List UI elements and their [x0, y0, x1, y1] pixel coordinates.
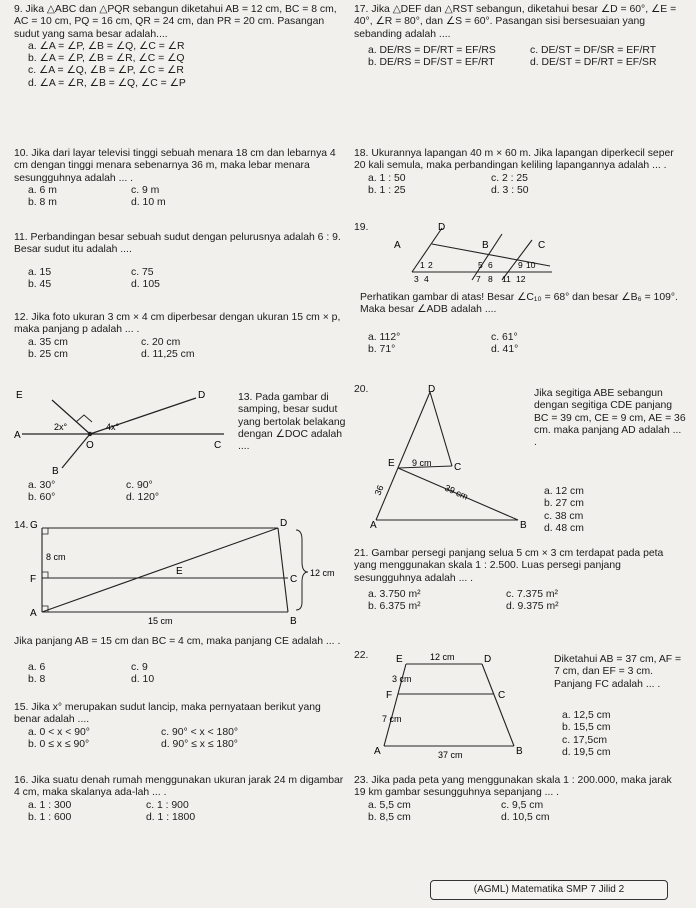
right-angle-mark: [42, 572, 48, 578]
angle-6: 6: [488, 260, 493, 270]
label-d: D: [280, 518, 288, 529]
length-12cm: 12 cm: [430, 652, 455, 662]
question-number: 22.: [354, 650, 369, 661]
label-a: A: [30, 608, 37, 619]
length-37cm: 37 cm: [438, 750, 463, 760]
angle-7: 7: [476, 274, 481, 284]
question-stem: 11. Perbandingan besar sebuah sudut dengan pelurusnya adalah 6 : 9. Besar sudut itu adalah ....: [14, 232, 341, 256]
option-d: d. 120°: [126, 492, 160, 504]
question-stem: 13. Pada gambar di samping, besar sudut yang bertolak belakang dengan ∠DOC adalah ....: [238, 392, 346, 453]
option-c: c. 9,5 cm: [501, 799, 544, 811]
option-b: b. 1 : 25: [368, 184, 406, 196]
option-a: a. 30°: [28, 480, 56, 491]
option-d: d. 19,5 cm: [562, 746, 611, 758]
length-9cm: 9 cm: [412, 458, 432, 468]
option-d: d. DE/ST = DF/RT = EF/SR: [530, 57, 657, 69]
option-a: a. 6 m: [28, 184, 57, 196]
trapezoid-figure: [368, 650, 534, 770]
option-b: b. 25 cm: [28, 348, 68, 360]
question-23: [354, 775, 686, 824]
question-17: [354, 4, 686, 69]
label-d: D: [428, 384, 436, 395]
length-15cm: 15 cm: [148, 616, 173, 626]
option-c: c. DE/ST = DF/SR = EF/RT: [530, 44, 657, 56]
label-c: C: [290, 574, 298, 585]
question-stem: 18. Ukurannya lapangan 40 m × 60 m. Jika lapangan diperkecil seper 20 kali semula, maka perbandingan keliling lapangannya adalah ... .: [354, 148, 674, 172]
point-o: [88, 432, 92, 436]
angle-10: 10: [526, 260, 536, 270]
option-c: c. 9 m: [131, 184, 160, 196]
question-stem: Jika panjang AB = 15 cm dan BC = 4 cm, maka panjang CE adalah ... .: [14, 636, 341, 647]
label-c: C: [538, 240, 546, 251]
question-21: [354, 548, 686, 613]
option-a: a. DE/RS = DF/RT = EF/RS: [368, 44, 496, 56]
question-stem: 15. Jika x° merupakan sudut lancip, maka pernyataan berikut yang benar adalah ....: [14, 702, 321, 726]
question-15: [14, 702, 349, 751]
option-d: d. 48 cm: [544, 522, 584, 534]
option-c: c. 7.375 m²: [506, 588, 558, 600]
label-b: B: [52, 466, 59, 477]
question-12: [14, 312, 349, 361]
label-f: F: [386, 690, 393, 701]
label-b: B: [516, 746, 523, 757]
length-3cm: 3 cm: [392, 674, 412, 684]
question-stem: Jika segitiga ABE sebangun dengan segitiga CDE panjang BC = 39 cm, CE = 9 cm, AE = 36 cm. maka panjang AD adalah ... .: [534, 388, 686, 449]
option-c: c. 20 cm: [141, 336, 181, 348]
label-e: E: [16, 390, 23, 401]
label-a: A: [14, 430, 21, 441]
label-e: E: [396, 654, 403, 665]
option-d: d. 3 : 50: [491, 184, 529, 196]
segment-ad: [376, 392, 430, 520]
label-b: B: [520, 520, 527, 530]
question-14: [14, 516, 349, 686]
option-d: d. 10 m: [131, 197, 166, 209]
right-angle-mark: [42, 528, 48, 534]
transversal-figure: [372, 222, 582, 286]
question-stem: 21. Gambar persegi panjang selua 5 cm × 3 cm terdapat pada peta yang menggunakan skala 1 : 2.500. Luas persegi panjang sesungguhnya adalah ... .: [354, 548, 664, 584]
question-stem: Diketahui AB = 37 cm, AF = 7 cm, dan EF = 3 cm. Panjang FC adalah ... .: [554, 654, 682, 690]
question-9: [14, 4, 349, 90]
label-o: O: [86, 440, 94, 451]
angle-4: 4: [424, 274, 429, 284]
option-c: c. 1 : 900: [146, 799, 189, 811]
angle-11: 11: [502, 274, 511, 284]
label-d: D: [438, 222, 446, 233]
option-b: b. 8: [28, 674, 46, 686]
option-a: a. 6: [28, 662, 46, 673]
label-b: B: [290, 616, 297, 627]
angles-figure: [14, 388, 229, 478]
angle-2: 2: [428, 260, 433, 270]
label-g: G: [30, 520, 38, 531]
option-b: b. 8,5 cm: [368, 811, 411, 823]
option-b: b. 71°: [368, 344, 396, 356]
length-7cm: 7 cm: [382, 714, 402, 724]
option-c: c. 38 cm: [544, 510, 584, 522]
option-d: d. 41°: [491, 344, 519, 356]
option-b: b. 60°: [28, 492, 56, 504]
option-d: d. 105: [131, 278, 160, 290]
option-a: a. 112°: [368, 332, 401, 343]
option-c: c. 17,5cm: [562, 734, 608, 746]
label-a: A: [394, 240, 401, 251]
option-a: a. 3.750 m²: [368, 588, 421, 600]
option-c: c. ∠A = ∠Q, ∠B = ∠P, ∠C = ∠R: [28, 65, 184, 77]
option-a: a. 0 < x < 90°: [28, 726, 90, 738]
label-a: A: [374, 746, 381, 757]
option-d: d. 11,25 cm: [141, 348, 195, 360]
question-19: [354, 222, 686, 382]
label-a: A: [370, 520, 377, 530]
label-c: C: [498, 690, 506, 701]
option-d: d. 9.375 m²: [506, 601, 559, 613]
option-d: d. 90° ≤ x ≤ 180°: [161, 738, 238, 750]
length-8cm: 8 cm: [46, 552, 66, 562]
option-b: b. 15,5 cm: [562, 722, 611, 734]
question-22: [354, 650, 686, 772]
option-c: c. 90°: [126, 480, 153, 491]
label-d: D: [198, 390, 206, 401]
option-c: c. 2 : 25: [491, 172, 528, 184]
segment-db: [482, 664, 514, 746]
length-12cm: 12 cm: [310, 568, 335, 578]
question-stem: 16. Jika suatu denah rumah menggunakan ukuran jarak 24 m digambar 4 cm, maka skalanya ada-lah ... .: [14, 775, 344, 799]
question-20: [354, 384, 686, 544]
angle-8: 8: [488, 274, 493, 284]
option-a: a. 15: [28, 266, 52, 278]
option-c: c. 61°: [491, 332, 518, 343]
option-d: d. 1 : 1800: [146, 811, 196, 823]
option-d: d. ∠A = ∠R, ∠B = ∠Q, ∠C = ∠P: [28, 77, 186, 89]
segment-dc: [430, 392, 452, 466]
option-b: b. 6.375 m²: [368, 601, 421, 613]
question-16: [14, 775, 349, 824]
label-f: F: [30, 574, 37, 585]
label-c: C: [214, 440, 222, 451]
label-b: B: [482, 240, 489, 251]
angle-12: 12: [516, 274, 526, 284]
label-c: C: [454, 462, 462, 473]
question-stem: 12. Jika foto ukuran 3 cm × 4 cm diperbesar dengan ukuran 15 cm × p, maka panjang p adalah ... .: [14, 312, 341, 336]
angle-5: 5: [478, 260, 483, 270]
angle-4x: 4x°: [106, 422, 120, 432]
question-stem: 17. Jika △DEF dan △RST sebangun, diketahui besar ∠D = 60°, ∠E = 40°, ∠R = 80°, dan ∠S = 60°. Pasangan sisi bersesuaian yang sebanding adalah ....: [354, 4, 677, 40]
question-13: [14, 388, 349, 506]
question-stem: Perhatikan gambar di atas! Besar ∠C₁₀ = 68° dan besar ∠B₆ = 109°. Maka besar ∠ADB adalah ....: [360, 292, 678, 316]
angle-3: 3: [414, 274, 419, 284]
option-b: b. 8 m: [28, 197, 57, 209]
question-10: [14, 148, 349, 209]
option-c: c. 75: [131, 266, 154, 278]
segment-db: [278, 528, 288, 612]
option-b: b. 27 cm: [544, 498, 584, 510]
line-a: [412, 228, 442, 272]
label-e: E: [388, 458, 395, 469]
option-a: a. ∠A = ∠P, ∠B = ∠Q, ∠C = ∠R: [28, 40, 185, 52]
similar-triangles-figure: [368, 384, 534, 530]
option-c: c. 90° < x < 180°: [161, 726, 239, 738]
length-36: 36: [372, 483, 386, 497]
option-d: d. 10: [131, 674, 155, 686]
question-stem: 10. Jika dari layar televisi tinggi sebuah menara 18 cm dan lebarnya 4 cm dengan tinggi menara sebenarnya 36 m, maka lebar menara sesungguhnya adalah ... .: [14, 148, 336, 184]
option-b: b. 1 : 600: [28, 811, 72, 823]
question-stem: 23. Jika pada peta yang menggunakan skala 1 : 200.000, maka jarak 19 km gambar sesungguhnya sepanjang ... .: [354, 775, 672, 799]
option-b: b. DE/RS = DF/ST = EF/RT: [368, 57, 495, 69]
option-d: d. 10,5 cm: [501, 811, 550, 823]
option-a: a. 12,5 cm: [562, 710, 611, 721]
option-c: c. 9: [131, 662, 148, 673]
option-a: a. 5,5 cm: [368, 799, 411, 811]
option-b: b. 45: [28, 278, 52, 290]
label-d: D: [484, 654, 492, 665]
brace: [296, 530, 308, 610]
option-b: b. ∠A = ∠P, ∠B = ∠R, ∠C = ∠Q: [28, 53, 185, 65]
question-number: 14.: [14, 520, 29, 531]
angle-1: 1: [420, 260, 425, 270]
length-39cm: 39 cm: [443, 482, 470, 502]
parallel-lines-figure: [28, 516, 348, 632]
option-a: a. 35 cm: [28, 336, 68, 348]
option-a: a. 12 cm: [544, 486, 584, 497]
segment-ad: [42, 528, 278, 612]
page-footer: (AGML) Matematika SMP 7 Jilid 2: [430, 880, 668, 900]
option-a: a. 1 : 50: [368, 172, 406, 184]
angle-9: 9: [518, 260, 523, 270]
question-stem: 9. Jika △ABC dan △PQR sebangun diketahui AB = 12 cm, BC = 8 cm, AC = 10 cm, PQ = 16 cm, QR = 24 cm, dan PR = 20 cm. Pasangan sudut yang sama besar adalah....: [14, 4, 337, 40]
option-a: a. 1 : 300: [28, 799, 72, 811]
question-18: [354, 148, 686, 197]
question-11: [14, 232, 349, 291]
option-b: b. 0 ≤ x ≤ 90°: [28, 738, 90, 750]
question-number: 19.: [354, 222, 369, 233]
label-e: E: [176, 566, 183, 577]
question-number: 20.: [354, 384, 369, 395]
right-angle-mark: [76, 415, 92, 422]
angle-2x: 2x°: [54, 422, 68, 432]
